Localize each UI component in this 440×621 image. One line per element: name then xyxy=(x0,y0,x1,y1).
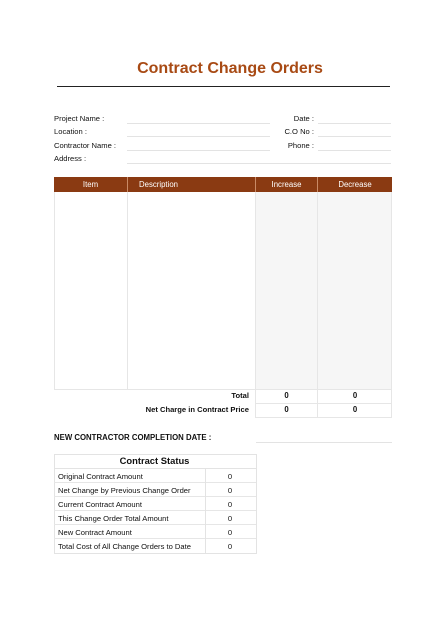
total-decrease-value: 0 xyxy=(352,391,358,400)
date-label: Date : xyxy=(293,114,314,123)
co-no-field[interactable] xyxy=(318,136,391,137)
status-row xyxy=(54,497,255,511)
status-row xyxy=(54,483,255,497)
co-no-label: C.O No : xyxy=(284,127,314,136)
status-row-label: New Contract Amount xyxy=(58,527,132,537)
status-row-label: Current Contract Amount xyxy=(58,499,142,509)
header-decrease: Decrease xyxy=(338,180,372,189)
header-description: Description xyxy=(139,180,178,189)
contractor-name-field[interactable] xyxy=(127,150,270,151)
status-row-value[interactable]: 0 xyxy=(227,541,233,551)
header-separator xyxy=(317,177,318,192)
net-decrease-value: 0 xyxy=(352,405,358,414)
table-border xyxy=(317,192,318,417)
table-border xyxy=(205,468,206,553)
status-row-label: Net Change by Previous Change Order xyxy=(58,485,191,495)
status-row-value[interactable]: 0 xyxy=(227,527,233,537)
status-row-value[interactable]: 0 xyxy=(227,471,233,481)
status-row xyxy=(54,525,255,539)
table-border xyxy=(127,192,128,390)
page-title: Contract Change Orders xyxy=(137,60,323,77)
decrease-column-cell[interactable] xyxy=(318,192,392,390)
header-item: Item xyxy=(82,180,99,189)
status-row xyxy=(54,511,255,525)
status-row-value[interactable]: 0 xyxy=(227,513,233,523)
increase-column-cell[interactable] xyxy=(256,192,317,390)
status-row-label: Original Contract Amount xyxy=(58,471,143,481)
table-border xyxy=(54,192,55,390)
total-label: Total xyxy=(231,391,249,400)
phone-label: Phone : xyxy=(287,141,314,150)
phone-field[interactable] xyxy=(318,150,391,151)
net-increase-value: 0 xyxy=(284,405,289,414)
total-increase-value: 0 xyxy=(284,391,289,400)
location-field[interactable] xyxy=(127,136,270,137)
contractor-name-label: Contractor Name : xyxy=(54,141,117,150)
project-name-field[interactable] xyxy=(127,123,270,124)
title-divider xyxy=(57,86,390,87)
item-column-cell[interactable] xyxy=(54,192,127,390)
description-column-cell[interactable] xyxy=(128,192,255,390)
completion-date-label: NEW CONTRACTOR COMPLETION DATE : xyxy=(54,433,212,442)
date-field[interactable] xyxy=(318,123,391,124)
table-border xyxy=(255,403,392,404)
completion-date-field[interactable] xyxy=(256,442,392,443)
address-field[interactable] xyxy=(127,163,391,164)
project-name-label: Project Name : xyxy=(54,114,105,123)
status-row-value[interactable]: 0 xyxy=(227,499,233,509)
table-border xyxy=(391,192,392,417)
contract-status-title: Contract Status xyxy=(119,455,190,466)
status-row-label: This Change Order Total Amount xyxy=(58,513,169,523)
status-row xyxy=(54,539,255,553)
table-border xyxy=(54,389,392,390)
status-row-label: Total Cost of All Change Orders to Date xyxy=(58,541,191,551)
status-row-value[interactable]: 0 xyxy=(227,485,233,495)
table-border xyxy=(255,417,392,418)
address-label: Address : xyxy=(54,154,87,163)
location-label: Location : xyxy=(54,127,87,136)
net-charge-label: Net Charge in Contract Price xyxy=(145,405,249,414)
header-increase: Increase xyxy=(271,180,302,189)
header-separator xyxy=(127,177,128,192)
header-separator xyxy=(255,177,256,192)
table-border xyxy=(255,192,256,417)
status-row xyxy=(54,469,255,483)
